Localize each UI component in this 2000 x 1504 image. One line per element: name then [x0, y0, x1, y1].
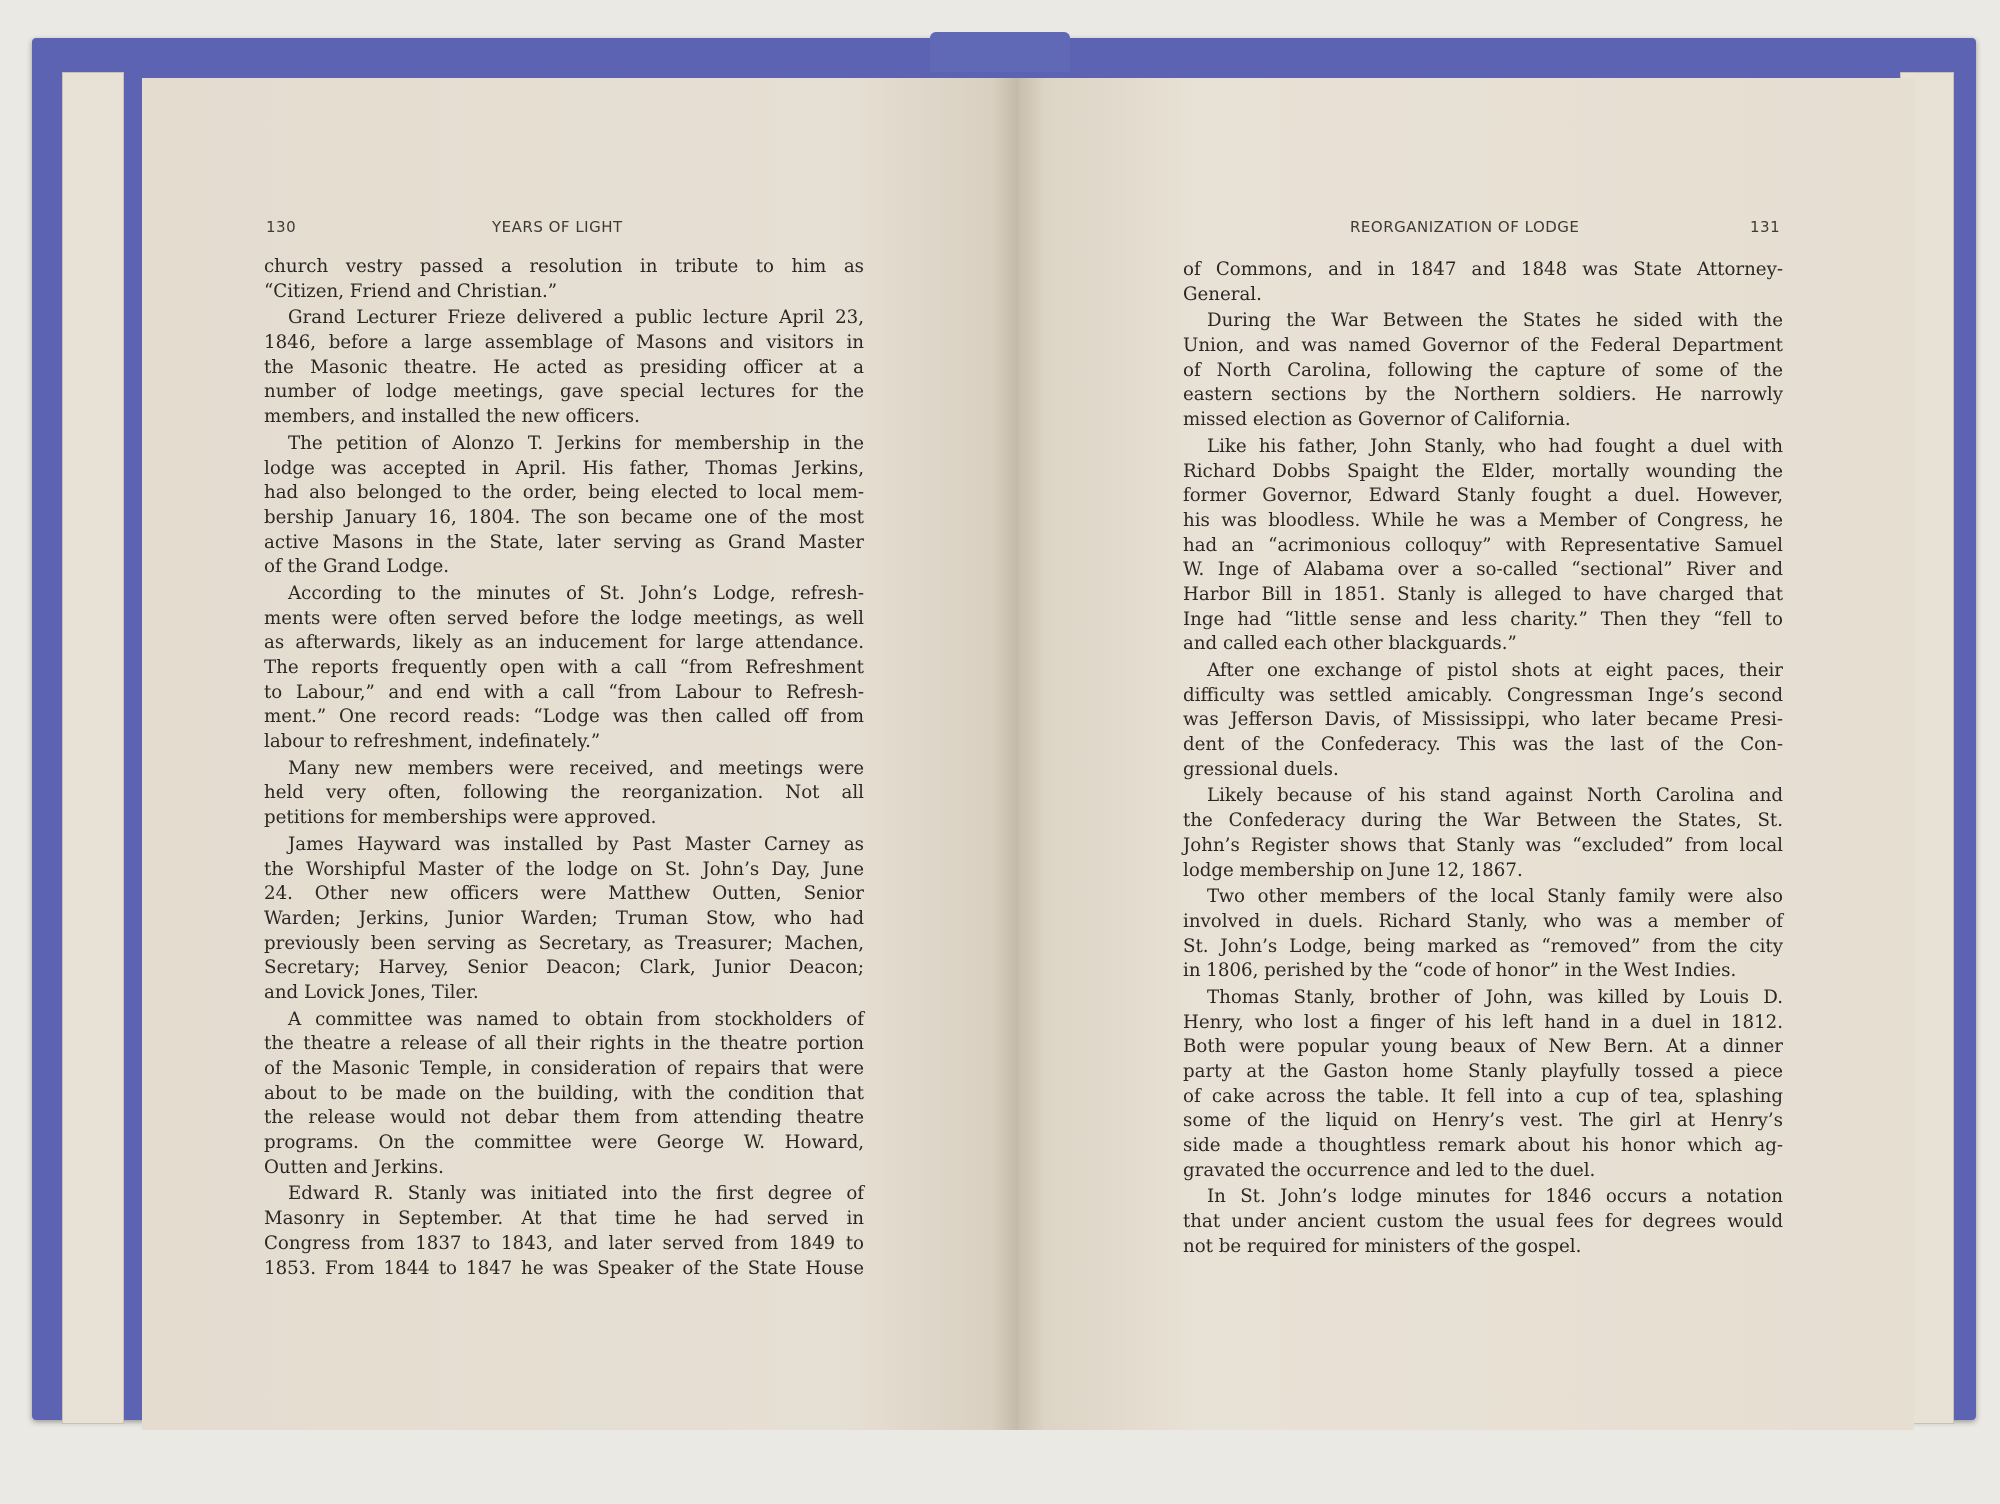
text-line: 24. Other new officers were Matthew Outten, Senior — [264, 883, 864, 905]
paragraph — [264, 306, 864, 429]
text-line: some of the liquid on Henry’s vest. The girl at Henry’s — [1183, 1110, 1783, 1132]
text-line: labour to refreshment, indefinately.” — [264, 731, 601, 753]
text-line: in 1806, perished by the “code of honor” in the West Indies. — [1183, 960, 1737, 982]
text-line: ment.” One record reads: “Lodge was then called off from — [264, 706, 864, 728]
text-line: had an “acrimonious colloquy” with Representative Samuel — [1183, 534, 1783, 556]
text-line: Warden; Jerkins, Junior Warden; Truman Stow, who had — [264, 907, 864, 929]
paragraph — [264, 255, 864, 304]
paragraph — [1183, 986, 1783, 1184]
paragraph — [264, 1182, 864, 1281]
text-line: the Masonic theatre. He acted as presiding officer at a — [264, 356, 864, 378]
text-line: Likely because of his stand against North Carolina and — [1207, 785, 1783, 807]
text-line: number of lodge meetings, gave special lectures for the — [264, 381, 864, 403]
text-line: After one exchange of pistol shots at eight paces, their — [1207, 660, 1783, 681]
text-line: Many new members were received, and meetings were — [288, 757, 864, 779]
text-line: dent of the Confederacy. This was the last of the Con- — [1183, 734, 1783, 756]
text-line: active Masons in the State, later serving as Grand Master — [264, 531, 864, 553]
text-line: gravated the occurrence and led to the duel. — [1183, 1159, 1596, 1181]
text-line: Congress from 1837 to 1843, and later served from 1849 to — [264, 1232, 864, 1254]
text-line: party at the Gaston home Stanly playfully tossed a piece — [1183, 1061, 1783, 1082]
text-line: the release would not debar them from attending theatre — [264, 1107, 864, 1129]
text-line: the theatre a release of all their rights in the theatre portion — [264, 1033, 864, 1055]
right-page-body — [1183, 258, 1783, 1260]
text-line: Harbor Bill in 1851. Stanly is alleged to have charged that — [1183, 583, 1783, 605]
text-line: Inge had “little sense and less charity.” Then they “fell to — [1183, 608, 1783, 630]
paragraph — [1183, 885, 1783, 984]
paragraph — [1183, 1185, 1783, 1259]
text-line: Union, and was named Governor of the Federal Department — [1183, 335, 1783, 357]
text-line: Both were popular young beaux of New Bern. At a dinner — [1183, 1036, 1783, 1058]
left-running-head: YEARS OF LIGHT — [492, 218, 623, 236]
text-line: Henry, who lost a finger of his left hand in a duel in 1812. — [1183, 1011, 1783, 1033]
text-line: side made a thoughtless remark about his honor which ag- — [1183, 1135, 1783, 1157]
text-line: petitions for memberships were approved. — [264, 807, 657, 829]
text-line: was Jefferson Davis, of Mississippi, who later became Presi- — [1183, 709, 1783, 731]
text-line: lodge membership on June 12, 1867. — [1183, 859, 1523, 881]
text-line: to Labour,” and end with a call “from Labour to Refresh- — [264, 681, 864, 703]
text-line: According to the minutes of St. John’s Lodge, refresh- — [288, 582, 864, 604]
text-line: The reports frequently open with a call “from Refreshment — [264, 657, 864, 678]
paragraph — [1183, 784, 1783, 883]
book-spine — [930, 32, 1070, 72]
text-line: of the Masonic Temple, in consideration of repairs that were — [264, 1058, 864, 1079]
paragraph — [264, 833, 864, 1006]
text-line: Outten and Jerkins. — [264, 1156, 444, 1178]
text-line: Grand Lecturer Frieze delivered a public lecture April 23, — [288, 307, 864, 329]
text-line: former Governor, Edward Stanly fought a duel. However, — [1183, 485, 1783, 507]
paragraph — [1183, 309, 1783, 432]
text-line: church vestry passed a resolution in tribute to him as — [264, 256, 864, 277]
text-line: about to be made on the building, with the condition that — [264, 1082, 864, 1104]
text-line: Like his father, John Stanly, who had fought a duel with — [1207, 435, 1783, 457]
paragraph — [1183, 435, 1783, 657]
text-line: and Lovick Jones, Tiler. — [264, 981, 479, 1003]
text-line: Richard Dobbs Spaight the Elder, mortally wounding the — [1183, 460, 1783, 482]
left-page-body — [264, 255, 864, 1281]
text-line: difficulty was settled amicably. Congressman Inge’s second — [1183, 684, 1783, 706]
text-line: lodge was accepted in April. His father, Thomas Jerkins, — [264, 457, 864, 479]
text-line: gressional duels. — [1183, 758, 1339, 780]
right-page-number: 131 — [1750, 218, 1781, 236]
text-line: Thomas Stanly, brother of John, was killed by Louis D. — [1207, 986, 1783, 1008]
text-line: the Worshipful Master of the lodge on St. John’s Day, June — [264, 858, 864, 880]
paragraph — [264, 432, 864, 580]
text-line: bership January 16, 1804. The son became one of the most — [264, 506, 864, 528]
paragraph — [264, 582, 864, 755]
text-line: as afterwards, likely as an inducement for large attendance. — [264, 632, 864, 654]
paragraph — [1183, 258, 1783, 307]
text-line: Masonry in September. At that time he had served in — [264, 1208, 864, 1230]
text-line: of North Carolina, following the capture of some of the — [1183, 359, 1783, 381]
text-line: John’s Register shows that Stanly was “excluded” from local — [1183, 834, 1783, 856]
right-running-head: REORGANIZATION OF LODGE — [1350, 218, 1580, 236]
text-line: of cake across the table. It fell into a cup of tea, splashing — [1183, 1085, 1783, 1107]
left-page-edges — [62, 72, 124, 1424]
text-line: eastern sections by the Northern soldiers. He narrowly — [1183, 384, 1783, 406]
text-line: 1853. From 1844 to 1847 he was Speaker of the State House — [264, 1257, 864, 1279]
text-line: Secretary; Harvey, Senior Deacon; Clark, Junior Deacon; — [264, 957, 864, 979]
paragraph — [1183, 659, 1783, 782]
text-line: had also belonged to the order, being elected to local mem- — [264, 482, 864, 504]
text-line: St. John’s Lodge, being marked as “removed” from the city — [1183, 935, 1783, 957]
text-line: ments were often served before the lodge meetings, as well — [264, 607, 864, 629]
text-line: his was bloodless. While he was a Member of Congress, he — [1183, 509, 1783, 531]
text-line: Two other members of the local Stanly family were also — [1207, 886, 1783, 908]
text-line: the Confederacy during the War Between the States, St. — [1183, 810, 1783, 832]
text-line: that under ancient custom the usual fees for degrees would — [1183, 1211, 1783, 1233]
text-line: missed election as Governor of California. — [1183, 409, 1571, 431]
text-line: of Commons, and in 1847 and 1848 was State Attorney- — [1183, 259, 1783, 280]
text-line: members, and installed the new officers. — [264, 406, 640, 428]
text-line: not be required for ministers of the gospel. — [1183, 1235, 1582, 1257]
text-line: W. Inge of Alabama over a so-called “sectional” River and — [1183, 559, 1783, 581]
text-line: held very often, following the reorganization. Not all — [264, 782, 864, 804]
text-line: Edward R. Stanly was initiated into the first degree of — [288, 1183, 864, 1205]
text-line: and called each other blackguards.” — [1183, 633, 1517, 655]
text-line: previously been serving as Secretary, as Treasurer; Machen, — [264, 932, 864, 954]
text-line: In St. John’s lodge minutes for 1846 occurs a notation — [1207, 1186, 1783, 1208]
left-page-number: 130 — [266, 218, 297, 236]
paragraph — [264, 1008, 864, 1181]
text-line: involved in duels. Richard Stanly, who was a member of — [1183, 910, 1783, 932]
paragraph — [264, 757, 864, 831]
text-line: 1846, before a large assemblage of Masons and visitors in — [264, 332, 864, 354]
text-line: James Hayward was installed by Past Master Carney as — [288, 833, 864, 855]
text-line: “Citizen, Friend and Christian.” — [264, 280, 558, 302]
text-line: During the War Between the States he sided with the — [1207, 310, 1783, 332]
text-line: programs. On the committee were George W. Howard, — [264, 1132, 864, 1154]
text-line: of the Grand Lodge. — [264, 556, 450, 578]
text-line: A committee was named to obtain from stockholders of — [288, 1008, 864, 1030]
text-line: General. — [1183, 283, 1262, 305]
text-line: The petition of Alonzo T. Jerkins for membership in the — [288, 432, 864, 454]
